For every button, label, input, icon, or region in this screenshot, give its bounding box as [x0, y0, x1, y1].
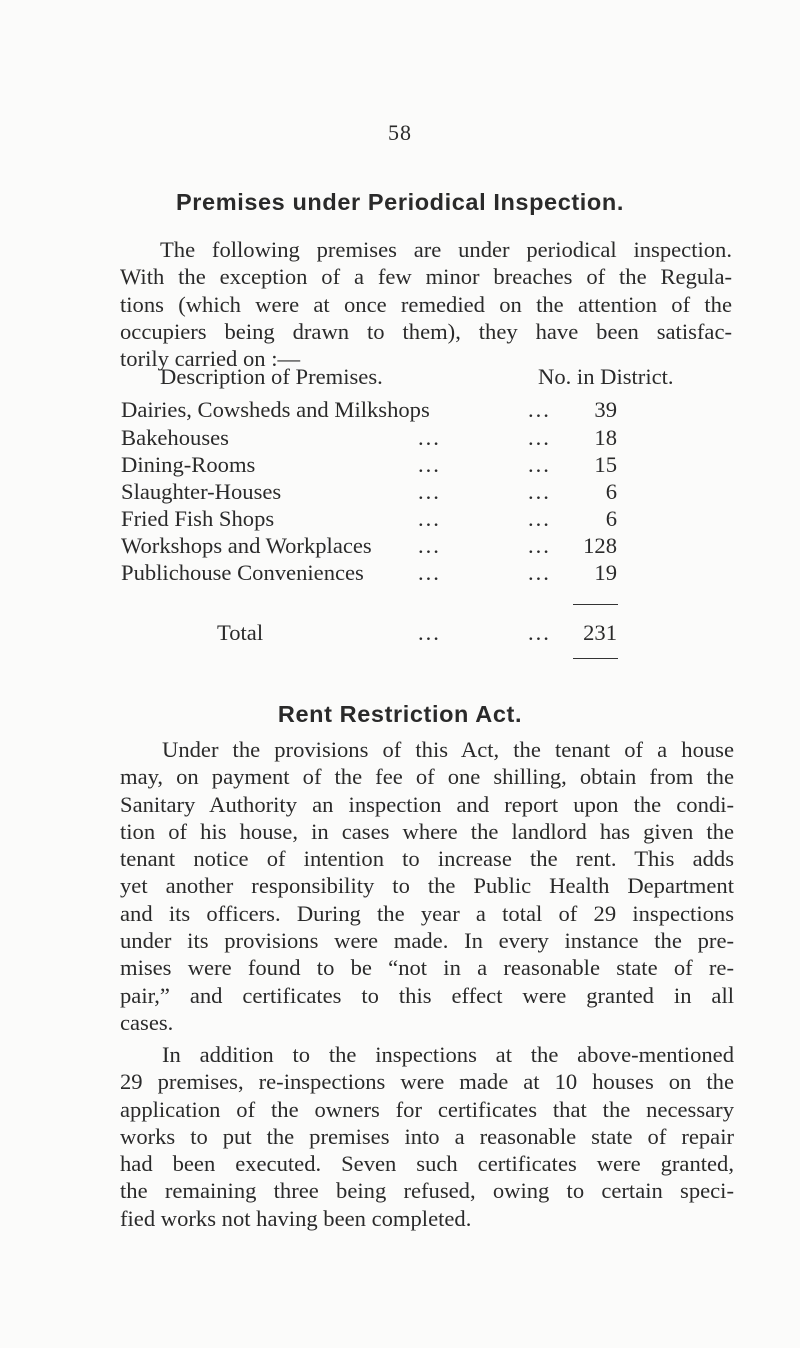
premises-name: Slaughter-Houses	[121, 479, 282, 504]
premises-name: Bakehouses	[121, 425, 229, 450]
paragraph-line: yet another responsibility to the Public Health Department	[120, 873, 734, 899]
table-row	[0, 506, 800, 534]
column-header-count: No. in District.	[538, 364, 674, 389]
section-heading-rent-restriction: Rent Restriction Act.	[277, 701, 523, 727]
premises-name: Dairies, Cowsheds and Milkshops	[121, 397, 430, 422]
paragraph-line: may, on payment of the fee of one shilling, obtain from the	[120, 764, 734, 790]
total-rule-bottom	[573, 658, 618, 659]
paragraph-line: mises were found to be “not in a reasonable state of re-	[120, 955, 734, 981]
premises-count: 15	[594, 452, 617, 477]
paragraph-line: and its officers. During the year a total of 29 inspections	[120, 900, 734, 926]
intro-line: occupiers being drawn to them), they have been satisfac-	[120, 318, 732, 344]
total-label: Total	[217, 620, 264, 645]
table-row	[0, 479, 800, 507]
table-row	[0, 533, 800, 561]
paragraph-line: fied works not having been completed.	[120, 1205, 472, 1231]
paragraph-line: pair,” and certificates to this effect were granted in all	[120, 982, 734, 1008]
total-value: 231	[583, 620, 617, 645]
leader-dots: ...	[528, 533, 551, 558]
paragraph-line: under its provisions were made. In every instance the pre-	[120, 928, 734, 954]
table-row	[0, 560, 800, 588]
paragraph-line: 29 premises, re-inspections were made at 10 houses on the	[120, 1069, 734, 1095]
paragraph-line: the remaining three being refused, owing to certain speci-	[120, 1178, 734, 1204]
table-row	[0, 397, 800, 425]
column-header-description: Description of Premises.	[160, 364, 383, 389]
rent-paragraph-1	[120, 736, 734, 1036]
leader-dots: ...	[528, 560, 551, 585]
leader-dots: ...	[528, 479, 551, 504]
leader-dots: ...	[418, 620, 441, 645]
leader-dots: ...	[418, 533, 441, 558]
intro-line: torily carried on :—	[120, 346, 301, 372]
paragraph-line: application of the owners for certificates that the necessary	[120, 1096, 734, 1122]
premises-count: 6	[605, 506, 617, 531]
intro-line: The following premises are under periodical inspection.	[160, 237, 732, 262]
page-number: 58	[388, 120, 412, 145]
premises-count: 18	[594, 425, 617, 450]
paragraph-line: cases.	[120, 1009, 174, 1035]
premises-count: 19	[594, 560, 617, 585]
section-heading-periodical-inspection: Premises under Periodical Inspection.	[176, 189, 624, 215]
leader-dots: ...	[528, 397, 551, 422]
intro-paragraph	[120, 236, 732, 372]
rent-paragraph-2	[120, 1041, 734, 1232]
premises-name: Publichouse Conveniences	[121, 560, 364, 585]
premises-count: 128	[583, 533, 617, 558]
intro-line: With the exception of a few minor breaches of the Regula-	[120, 264, 732, 290]
paragraph-line: Sanitary Authority an inspection and report upon the condi-	[120, 791, 734, 817]
premises-count: 6	[605, 479, 617, 504]
leader-dots: ...	[528, 506, 551, 531]
leader-dots: ...	[418, 452, 441, 477]
intro-line: tions (which were at once remedied on the attention of the	[120, 291, 732, 317]
premises-name: Dining-Rooms	[121, 452, 256, 477]
premises-name: Fried Fish Shops	[121, 506, 275, 531]
table-row	[0, 425, 800, 453]
leader-dots: ...	[418, 479, 441, 504]
leader-dots: ...	[418, 425, 441, 450]
premises-name: Workshops and Workplaces	[121, 533, 372, 558]
paragraph-line: tion of his house, in cases where the landlord has given the	[120, 818, 734, 844]
table-row	[0, 452, 800, 480]
paragraph-line: Under the provisions of this Act, the tenant of a house	[162, 737, 734, 762]
premises-count: 39	[594, 397, 617, 422]
paragraph-line: works to put the premises into a reasonable state of repair	[120, 1123, 734, 1149]
total-row	[0, 620, 800, 648]
leader-dots: ...	[418, 506, 441, 531]
paragraph-line: tenant notice of intention to increase the rent. This adds	[120, 846, 734, 872]
leader-dots: ...	[528, 425, 551, 450]
leader-dots: ...	[418, 560, 441, 585]
paragraph-line: had been executed. Seven such certificates were granted,	[120, 1151, 734, 1177]
leader-dots: ...	[528, 452, 551, 477]
leader-dots: ...	[528, 620, 551, 645]
paragraph-line: In addition to the inspections at the above-mentioned	[162, 1042, 734, 1067]
total-rule-top	[573, 604, 618, 605]
